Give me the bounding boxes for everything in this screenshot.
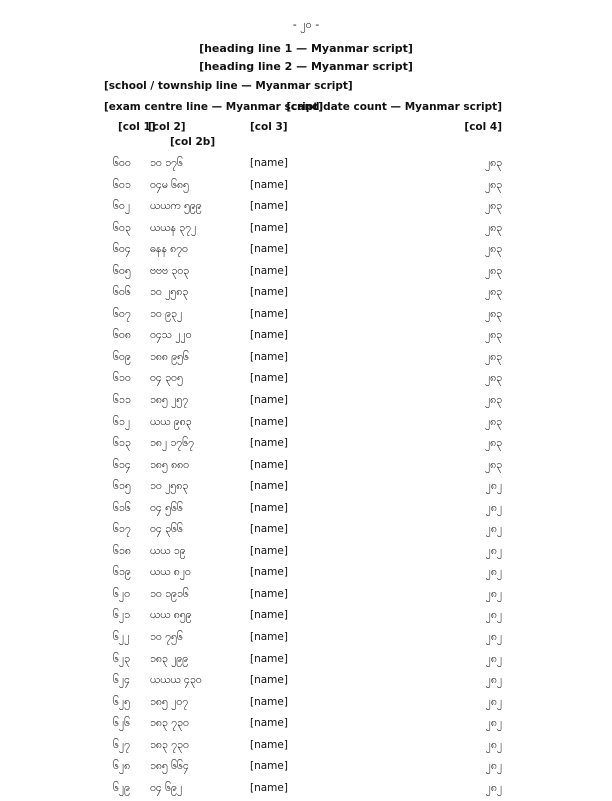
candidate-name: [name] — [250, 415, 288, 428]
candidate-name: [name] — [250, 178, 288, 191]
row-number: ၆၁၂ — [113, 415, 130, 428]
candidate-name: [name] — [250, 307, 288, 320]
column-header-no: [col 1] — [118, 121, 156, 133]
candidate-count: [candidate count — Myanmar script] — [286, 101, 502, 113]
list-item — [0, 220, 612, 242]
column-header-name: [col 3] — [250, 121, 288, 133]
candidate-name: [name] — [250, 372, 288, 385]
document-title: [heading line 1 — Myanmar script] — [199, 42, 413, 55]
candidate-name: [name] — [250, 695, 288, 708]
list-item — [0, 586, 612, 608]
registration-number: ယယယ ၄၃၀ — [150, 674, 202, 687]
registration-number: ယယ ၈၅၉ — [150, 609, 192, 622]
candidate-name: [name] — [250, 501, 288, 514]
candidate-name: [name] — [250, 717, 288, 730]
row-number: ၆၂၄ — [113, 674, 130, 687]
registration-number: ၀၄ ၅၆၆ — [150, 501, 183, 514]
list-item — [0, 155, 612, 177]
row-number: ၆၁၁ — [113, 394, 131, 407]
total-score: ၂၈၂ — [485, 480, 502, 493]
registration-number: ၁၈၅ ၂၅၇ — [150, 394, 189, 407]
list-item — [0, 521, 612, 543]
column-header-reg-sub: [col 2b] — [170, 136, 216, 148]
row-number: ၆၀၇ — [113, 307, 131, 320]
total-score: ၂၈၂ — [485, 609, 502, 622]
row-number: ၆၂၉ — [113, 781, 130, 794]
registration-number: ၁၀ ၁၉၁၆ — [150, 587, 189, 600]
registration-number: ၁၈၃ ၇၃၀ — [150, 717, 189, 730]
row-number: ၆၂၇ — [113, 738, 130, 751]
row-number: ၆၁၈ — [113, 544, 131, 557]
list-item — [0, 414, 612, 436]
candidate-name: [name] — [250, 157, 288, 169]
registration-number: ၁၈၅ ၂၀၇ — [150, 695, 189, 708]
registration-number: ၁၈၅ ၆၆၄ — [150, 760, 189, 773]
registration-number: ဓနန ၈၇၀ — [150, 243, 188, 256]
list-item — [0, 263, 612, 285]
candidate-name: [name] — [250, 394, 288, 407]
total-score: ၂၈၂ — [485, 717, 502, 730]
total-score: ၂၈၂ — [485, 695, 502, 708]
row-number: ၆၀၃ — [113, 221, 131, 234]
registration-number: ၁၀ ၇၅၆ — [150, 631, 183, 644]
document-subtitle: [heading line 2 — Myanmar script] — [199, 60, 413, 73]
registration-number: ယယ ၁၉ — [150, 544, 186, 557]
candidate-name: [name] — [250, 480, 288, 493]
candidate-name: [name] — [250, 631, 288, 644]
registration-number: ၁၈၃ ၂၉၉ — [150, 652, 189, 665]
list-item — [0, 327, 612, 349]
list-item — [0, 284, 612, 306]
total-score: ၂၈၂ — [485, 652, 502, 665]
registration-number: ဗဗဗ ၃၀၃ — [150, 264, 190, 277]
total-score: ၂၈၃ — [484, 437, 502, 450]
list-item — [0, 715, 612, 737]
row-number: ၆၀၉ — [113, 350, 131, 363]
list-item — [0, 629, 612, 651]
row-number: ၆၁၀ — [113, 372, 131, 385]
row-number: ၆၁၄ — [113, 458, 131, 471]
total-score: ၂၈၂ — [485, 631, 502, 644]
list-item — [0, 392, 612, 414]
registration-number: ၁၀ ၂၅၈၃ — [150, 286, 189, 299]
list-item — [0, 758, 612, 780]
candidate-name: [name] — [250, 760, 288, 773]
row-number: ၆၀၂ — [113, 200, 130, 213]
list-item — [0, 564, 612, 586]
registration-number: ယယန ၃၇၂ — [150, 221, 197, 234]
candidate-name: [name] — [250, 264, 288, 277]
registration-number: ၀၄မ ၆၈၅ — [150, 178, 189, 191]
candidate-name: [name] — [250, 523, 288, 536]
registration-number: ၁၀ ၁၇၆ — [150, 157, 183, 169]
list-item — [0, 435, 612, 457]
list-item — [0, 672, 612, 694]
candidate-name: [name] — [250, 587, 288, 600]
total-score: ၂၈၂ — [485, 738, 502, 751]
total-score: ၂၈၃ — [484, 221, 502, 234]
candidate-name: [name] — [250, 738, 288, 751]
list-item — [0, 241, 612, 263]
row-number: ၆၀၅ — [113, 264, 131, 277]
candidate-name: [name] — [250, 200, 288, 213]
registration-number: ၁၈၅ ၈၈၀ — [150, 458, 190, 471]
results-list — [0, 155, 612, 801]
total-score: ၂၈၂ — [485, 544, 502, 557]
total-score: ၂၈၃ — [484, 458, 502, 471]
list-item — [0, 177, 612, 199]
list-item — [0, 780, 612, 801]
candidate-name: [name] — [250, 652, 288, 665]
candidate-name: [name] — [250, 350, 288, 363]
list-item — [0, 651, 612, 673]
registration-number: ယယ ၉၈၃ — [150, 415, 192, 428]
school-line: [school / township line — Myanmar script] — [104, 80, 353, 92]
candidate-name: [name] — [250, 458, 288, 471]
registration-number: ၁၀ ၉၃၂ — [150, 307, 183, 320]
total-score: ၂၈၂ — [485, 523, 502, 536]
centre-line: [exam centre line — Myanmar script] — [104, 101, 324, 113]
candidate-name: [name] — [250, 437, 288, 450]
row-number: ၆၁၆ — [113, 501, 131, 514]
row-number: ၆၀၀ — [113, 157, 131, 169]
row-number: ၆၂၅ — [113, 695, 130, 708]
row-number: ၆၂၀ — [113, 587, 130, 600]
total-score: ၂၈၃ — [484, 243, 502, 256]
total-score: ၂၈၂ — [485, 760, 502, 773]
total-score: ၂၈၃ — [484, 286, 502, 299]
candidate-name: [name] — [250, 221, 288, 234]
registration-number: ၁၈၃ ၇၃၀ — [150, 738, 189, 751]
total-score: ၂၈၃ — [484, 200, 502, 213]
column-header-score: [col 4] — [464, 121, 502, 133]
column-header-reg: [col 2] — [148, 121, 186, 133]
row-number: ၆၂၂ — [113, 631, 130, 644]
row-number: ၆၂၃ — [113, 652, 130, 665]
registration-number: ၀၄ ၃၀၅ — [150, 372, 183, 385]
total-score: ၂၈၃ — [484, 394, 502, 407]
registration-number: ၁၀ ၂၅၈၃ — [150, 480, 189, 493]
total-score: ၂၈၃ — [484, 178, 502, 191]
list-item — [0, 349, 612, 371]
registration-number: ၁၈၈ ၉၅၆ — [150, 350, 189, 363]
list-item — [0, 607, 612, 629]
row-number: ၆၀၆ — [113, 286, 131, 299]
list-item — [0, 478, 612, 500]
total-score: ၂၈၂ — [485, 501, 502, 514]
candidate-name: [name] — [250, 566, 288, 579]
candidate-name: [name] — [250, 674, 288, 687]
row-number: ၆၂၁ — [113, 609, 130, 622]
page-number: - ၂၀ - — [292, 18, 320, 31]
total-score: ၂၈၂ — [485, 781, 502, 794]
row-number: ၆၁၃ — [113, 437, 131, 450]
registration-number: ၀၄ ၆၉၂ — [150, 781, 183, 794]
list-item — [0, 306, 612, 328]
list-item — [0, 457, 612, 479]
total-score: ၂၈၂ — [485, 674, 502, 687]
candidate-name: [name] — [250, 286, 288, 299]
list-item — [0, 500, 612, 522]
candidate-name: [name] — [250, 329, 288, 342]
total-score: ၂၈၃ — [484, 264, 502, 277]
row-number: ၆၀၈ — [113, 329, 131, 342]
candidate-name: [name] — [250, 781, 288, 794]
total-score: ၂၈၂ — [485, 587, 502, 600]
list-item — [0, 543, 612, 565]
registration-number: ၀၄ ၃၆၆ — [150, 523, 183, 536]
total-score: ၂၈၃ — [484, 350, 502, 363]
row-number: ၆၀၄ — [113, 243, 131, 256]
list-item — [0, 694, 612, 716]
row-number: ၆၁၉ — [113, 566, 131, 579]
registration-number: ၀၄သ ၂၂၀ — [150, 329, 192, 342]
row-number: ၆၂၈ — [113, 760, 131, 773]
list-item — [0, 737, 612, 759]
total-score: ၂၈၃ — [484, 307, 502, 320]
row-number: ၆၀၁ — [113, 178, 131, 191]
total-score: ၂၈၃ — [484, 415, 502, 428]
row-number: ၆၁၇ — [113, 523, 131, 536]
total-score: ၂၈၃ — [484, 157, 502, 169]
registration-number: ၁၈၂ ၁၇၆၇ — [150, 437, 195, 450]
registration-number: ယယ ၈၂၀ — [150, 566, 191, 579]
candidate-name: [name] — [250, 243, 288, 256]
candidate-name: [name] — [250, 609, 288, 622]
total-score: ၂၈၃ — [484, 329, 502, 342]
candidate-name: [name] — [250, 544, 288, 557]
row-number: ၆၁၅ — [113, 480, 131, 493]
total-score: ၂၈၂ — [485, 566, 502, 579]
list-item — [0, 370, 612, 392]
list-item — [0, 198, 612, 220]
total-score: ၂၈၃ — [484, 372, 502, 385]
row-number: ၆၂၆ — [113, 717, 130, 730]
registration-number: ယယက ၅၉၉ — [150, 200, 202, 213]
